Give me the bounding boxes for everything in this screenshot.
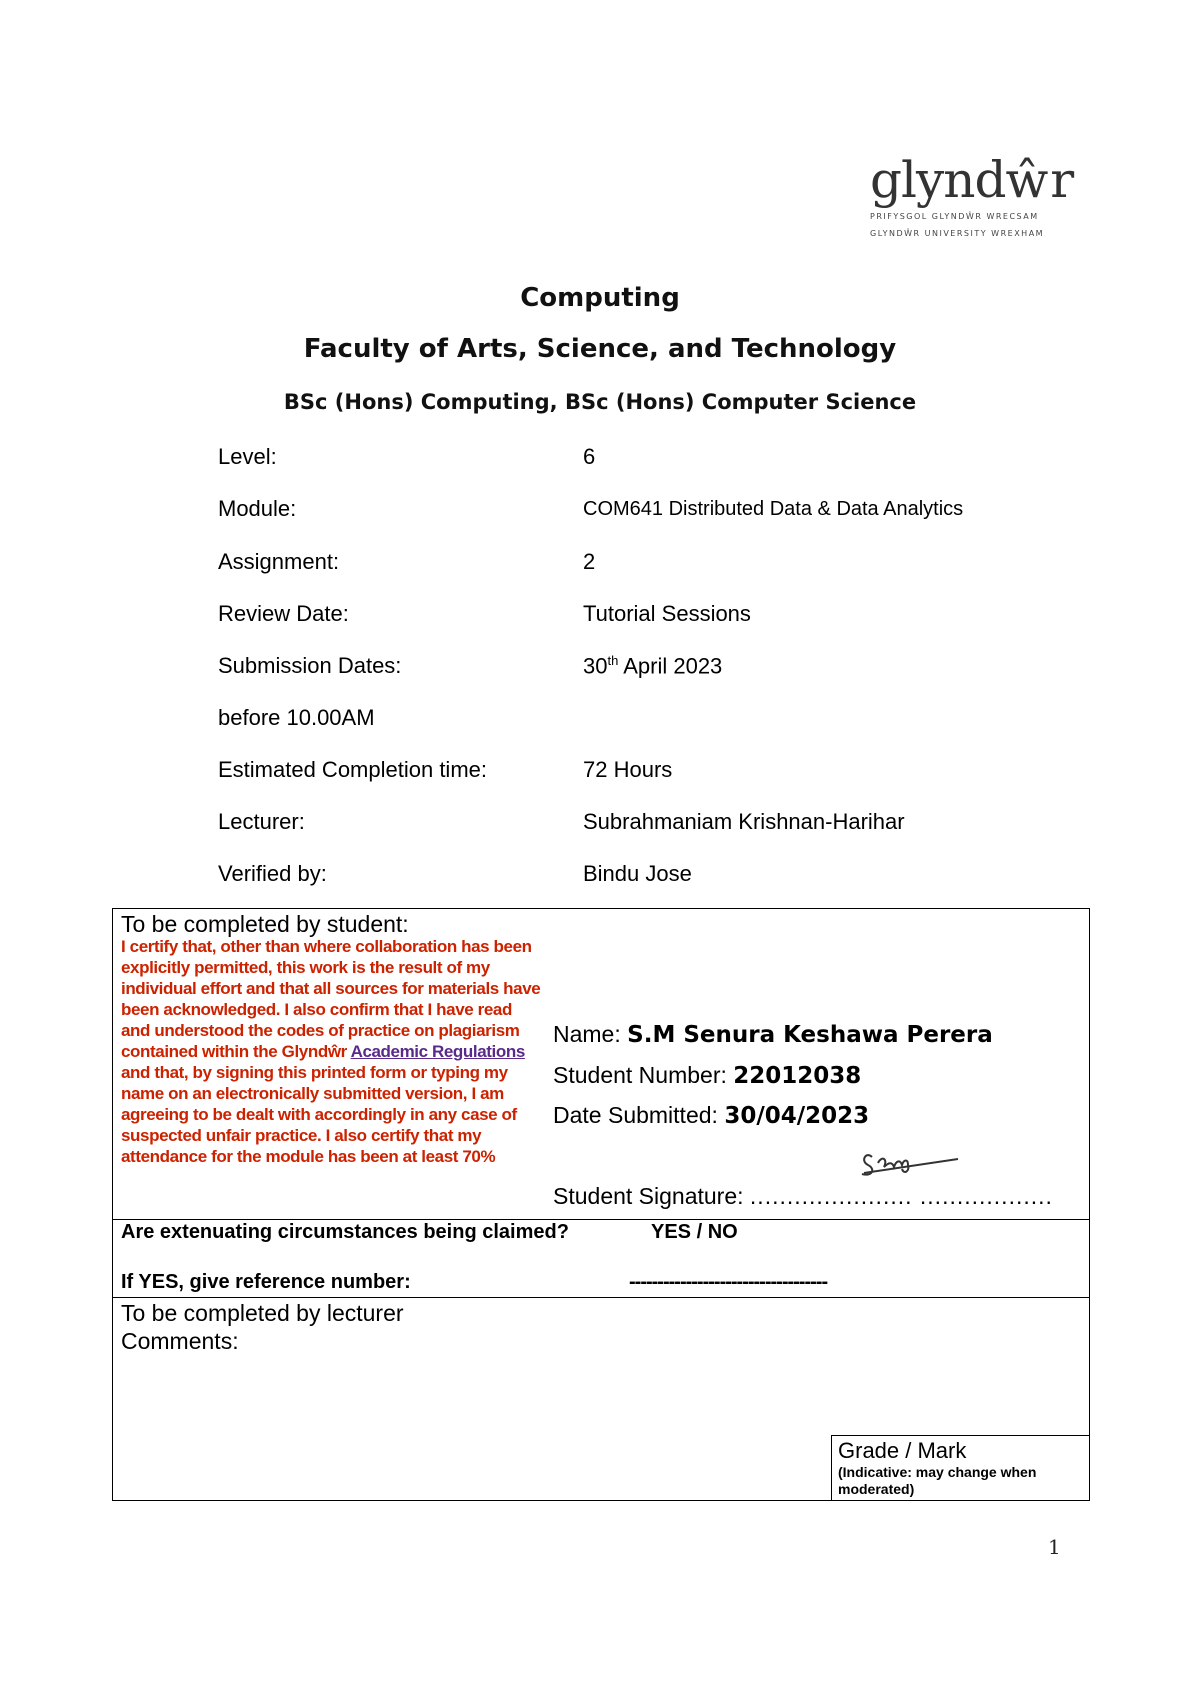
student-name-label: Name: (553, 1021, 628, 1047)
lecturer-section (121, 1299, 404, 1355)
page-title: Computing (520, 283, 680, 313)
assignment-label: Assignment: (218, 549, 340, 574)
module-value: COM641 Distributed Data & Data Analytics (583, 498, 964, 520)
handwritten-signature (858, 1141, 968, 1181)
date-submitted-line (553, 1102, 869, 1129)
reference-number-label: If YES, give reference number: (121, 1271, 411, 1293)
programmes-title: BSc (Hons) Computing, BSc (Hons) Computer Science (283, 390, 917, 414)
submission-day-suffix: th (607, 653, 619, 668)
lecturer-section-heading: To be completed by lecturer (121, 1300, 404, 1326)
level-value: 6 (583, 444, 596, 469)
date-submitted-value: 30/04/2023 (724, 1103, 870, 1129)
extenuating-yes-no[interactable]: YES / NO (651, 1221, 738, 1243)
logo-subtitle-welsh: PRIFYSGOL GLYNDŴR WRECSAM (870, 212, 1039, 221)
signature-dots: ...................... .................. (749, 1183, 1053, 1209)
completion-time-label: Estimated Completion time: (218, 757, 487, 782)
grade-mark-title: Grade / Mark (838, 1438, 967, 1463)
review-date-value: Tutorial Sessions (583, 601, 751, 626)
divider-extenuating (113, 1219, 1089, 1220)
grade-mark-box[interactable] (831, 1435, 1089, 1500)
submission-day: 30 (583, 653, 608, 679)
university-logo (870, 151, 1074, 239)
declaration-text-2: and that, by signing this printed form or typing my name on an electronically submitted version, I am agreeing to be dealt with accordingly in any case of suspected unfair practice. I also certify that my attendance for the module has been at least 70% (121, 1063, 517, 1166)
page-number: 1 (1048, 1535, 1061, 1559)
reference-number-field[interactable]: ----------------------------------- (629, 1271, 828, 1293)
student-number-line (553, 1062, 861, 1089)
plagiarism-declaration (121, 936, 541, 1167)
student-signature-label: Student Signature: (553, 1183, 750, 1209)
assignment-value: 2 (583, 549, 596, 574)
student-signature-line (553, 1183, 1053, 1210)
submission-time: before 10.00AM (218, 705, 375, 730)
divider-lecturer (113, 1297, 1089, 1298)
submission-form (112, 908, 1090, 1501)
extenuating-question: Are extenuating circumstances being claimed? (121, 1221, 569, 1243)
lecturer-label: Lecturer: (218, 809, 305, 834)
submission-dates-value (583, 653, 722, 679)
level-label: Level: (218, 444, 277, 469)
lecturer-value: Subrahmaniam Krishnan-Harihar (583, 809, 905, 834)
module-label: Module: (218, 496, 297, 521)
review-date-label: Review Date: (218, 601, 349, 626)
comments-label: Comments: (121, 1328, 239, 1354)
logo-subtitle-english: GLYNDŴR UNIVERSITY WREXHAM (870, 229, 1045, 238)
submission-dates-label: Submission Dates: (218, 653, 402, 678)
faculty-title: Faculty of Arts, Science, and Technology (303, 334, 897, 364)
student-number-value: 22012038 (733, 1063, 862, 1089)
declaration-text-1: I certify that, other than where collaboration has been explicitly permitted, this work is the result of my individual effort and that all sources for materials have been acknowledged. I also confirm that I have read and understood the codes of practice on plagiarism contained within the Glyndŵr (121, 937, 541, 1061)
submission-month-year: April 2023 (618, 653, 723, 679)
verified-by-label: Verified by: (218, 861, 327, 886)
academic-regulations-link[interactable]: Academic Regulations (350, 1042, 525, 1061)
logo-wordmark: glyndŵr (870, 151, 1074, 209)
student-number-label: Student Number: (553, 1062, 734, 1088)
student-name-line (553, 1021, 993, 1048)
student-section-heading: To be completed by student: (121, 911, 409, 937)
date-submitted-label: Date Submitted: (553, 1102, 725, 1128)
grade-mark-note: (Indicative: may change when moderated) (838, 1464, 1037, 1497)
student-name-value: S.M Senura Keshawa Perera (627, 1022, 993, 1048)
completion-time-value: 72 Hours (583, 757, 673, 782)
verified-by-value: Bindu Jose (583, 861, 692, 886)
